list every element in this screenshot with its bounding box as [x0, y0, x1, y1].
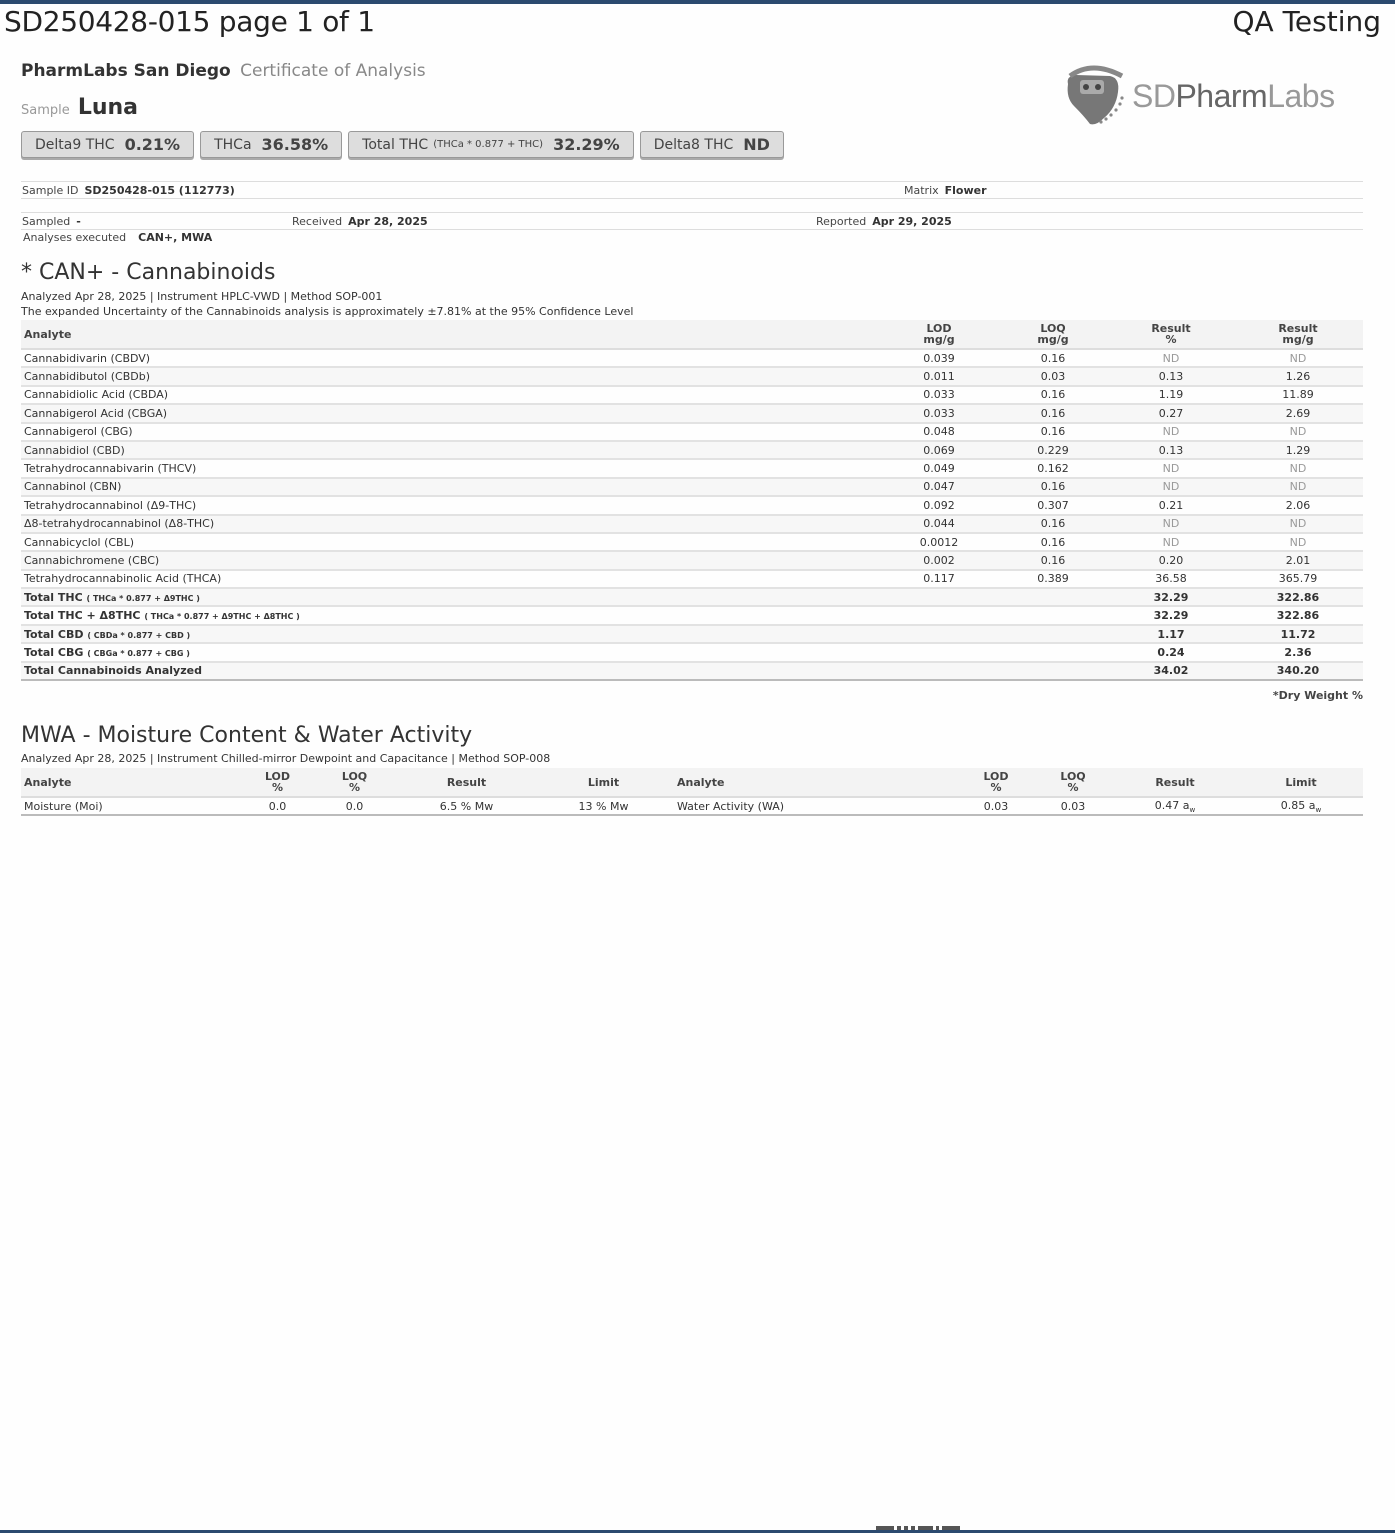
table-row	[21, 441, 1363, 459]
result-pct: ND	[1109, 533, 1233, 551]
mwa-table	[21, 768, 1363, 816]
table-header	[21, 320, 1363, 349]
analyte-name: Cannabinol (CBN)	[21, 478, 881, 496]
analyte-name: Cannabidiolic Acid (CBDA)	[21, 386, 881, 404]
analyte-name: Cannabicyclol (CBL)	[21, 533, 881, 551]
loq-value: 0.389	[997, 570, 1109, 588]
total-formula: ( CBDa * 0.877 + CBD )	[87, 630, 191, 640]
badge-formula: (THCa * 0.877 + THC)	[433, 139, 544, 150]
sample-heading	[21, 95, 138, 120]
empty-cell	[881, 606, 997, 624]
company-logo	[1060, 62, 1360, 130]
result-mg: 322.86	[1233, 588, 1363, 606]
badge-label: Total THC	[362, 136, 429, 153]
result-mg: ND	[1233, 478, 1363, 496]
document-type: Certificate of Analysis	[240, 61, 426, 81]
loq-value: 0.16	[997, 349, 1109, 367]
loq-value: 0.16	[997, 533, 1109, 551]
table-row: Moisture (Moi) 0.0 0.0 6.5 % Mw 13 % Mw Water Activity (WA) 0.03 0.03 0.47 $a_w$ 0.85 $a_w$	[21, 797, 1363, 815]
loq-value: 0.16	[997, 386, 1109, 404]
empty-cell	[997, 662, 1109, 680]
table-row	[21, 551, 1363, 569]
total-name: Total CBD	[24, 627, 84, 641]
empty-cell	[997, 625, 1109, 643]
result-pct: ND	[1109, 515, 1233, 533]
cannabinoids-uncertainty: The expanded Uncertainty of the Cannabinoids analysis is approximately ±7.81% at the 95% Confidence Level	[21, 305, 634, 318]
lod-value: 0.011	[881, 367, 997, 385]
sample-id: SD250428-015 (112773)	[84, 184, 235, 197]
cannabinoids-meta: Analyzed Apr 28, 2025 | Instrument HPLC-VWD | Method SOP-001	[21, 290, 383, 303]
result-mg: 11.72	[1233, 625, 1363, 643]
sample-label: Sample	[21, 103, 70, 118]
total-row	[21, 588, 1363, 606]
result-mg: ND	[1233, 459, 1363, 477]
empty-cell	[881, 588, 997, 606]
result-pct: 0.20	[1109, 551, 1233, 569]
result-pct: 0.27	[1109, 404, 1233, 422]
result-mg: 365.79	[1233, 570, 1363, 588]
logo-wordmark: SDPharmLabs	[1132, 77, 1335, 114]
loq-value: 0.16	[997, 515, 1109, 533]
result-mg: 1.26	[1233, 367, 1363, 385]
empty-cell	[881, 643, 997, 661]
water-activity-analyte: Water Activity (WA)	[667, 797, 957, 815]
info-row-dates: Sampled - Received Apr 28, 2025 Reported Apr 29, 2025	[21, 212, 1363, 230]
loq-value: 0.229	[997, 441, 1109, 459]
empty-cell	[881, 625, 997, 643]
matrix: Flower	[944, 184, 987, 197]
result-mg: ND	[1233, 533, 1363, 551]
total-formula: ( THCa * 0.877 + Δ9THC )	[86, 593, 200, 603]
result-mg: 322.86	[1233, 606, 1363, 624]
badge-thca	[200, 131, 342, 158]
lod-value: 0.049	[881, 459, 997, 477]
total-name: Total THC + Δ8THC	[24, 609, 141, 623]
water-activity-limit: 0.85 $a_w$	[1239, 797, 1363, 815]
result-pct: 0.21	[1109, 496, 1233, 514]
result-pct: 32.29	[1109, 588, 1233, 606]
analyte-name: Tetrahydrocannabinol (Δ9-THC)	[21, 496, 881, 514]
col-result-mg: Result mg/g	[1233, 320, 1363, 349]
lod-value: 0.039	[881, 349, 997, 367]
total-row	[21, 625, 1363, 643]
result-mg: 1.29	[1233, 441, 1363, 459]
lod-value: 0.002	[881, 551, 997, 569]
result-mg: 2.36	[1233, 643, 1363, 661]
table-row	[21, 459, 1363, 477]
analyte-name: Δ8-tetrahydrocannabinol (Δ8-THC)	[21, 515, 881, 533]
total-label	[21, 643, 881, 661]
total-name: Total Cannabinoids Analyzed	[24, 664, 202, 678]
reported-date: Apr 29, 2025	[872, 215, 952, 228]
dry-weight-footnote: *Dry Weight %	[1272, 689, 1363, 702]
badge-value: 32.29%	[553, 135, 620, 154]
sampled-date: -	[76, 215, 81, 228]
badge-value: ND	[743, 135, 770, 154]
lab-name: PharmLabs San Diego	[21, 61, 231, 81]
col-result-pct: Result %	[1109, 320, 1233, 349]
total-label	[21, 625, 881, 643]
result-mg: ND	[1233, 423, 1363, 441]
loq-value: 0.16	[997, 404, 1109, 422]
table-row	[21, 349, 1363, 367]
lab-heading	[21, 61, 426, 81]
result-pct: 34.02	[1109, 662, 1233, 680]
result-pct: 36.58	[1109, 570, 1233, 588]
result-pct: 32.29	[1109, 606, 1233, 624]
cannabinoids-table	[21, 320, 1363, 681]
badge-label: THCa	[214, 136, 252, 153]
lod-value: 0.033	[881, 386, 997, 404]
analyte-name: Tetrahydrocannabinolic Acid (THCA)	[21, 570, 881, 588]
empty-cell	[997, 588, 1109, 606]
table-row	[21, 386, 1363, 404]
water-activity-result: 0.47 $a_w$	[1111, 797, 1239, 815]
total-row	[21, 606, 1363, 624]
moisture-limit: 13 % Mw	[540, 797, 667, 815]
sample-name: Luna	[77, 95, 139, 120]
info-row-id: Sample ID SD250428-015 (112773) Matrix Flower	[21, 181, 1363, 199]
total-formula: ( THCa * 0.877 + Δ9THC + Δ8THC )	[144, 612, 300, 622]
total-label	[21, 662, 881, 680]
analyte-name: Cannabichromene (CBC)	[21, 551, 881, 569]
table-row	[21, 478, 1363, 496]
moisture-result: 6.5 % Mw	[393, 797, 540, 815]
analyte-name: Cannabidiol (CBD)	[21, 441, 881, 459]
col-lod: LOD mg/g	[881, 320, 997, 349]
empty-cell	[881, 662, 997, 680]
analyte-name: Cannabidibutol (CBDb)	[21, 367, 881, 385]
analyte-name: Cannabigerol (CBG)	[21, 423, 881, 441]
result-mg: 340.20	[1233, 662, 1363, 680]
top-border	[0, 0, 1395, 4]
lod-value: 0.069	[881, 441, 997, 459]
total-name: Total CBG	[24, 645, 84, 659]
total-label	[21, 606, 881, 624]
cannabinoids-title: * CAN+ - Cannabinoids	[21, 260, 276, 285]
result-mg: ND	[1233, 515, 1363, 533]
loq-value: 0.16	[997, 551, 1109, 569]
mwa-meta: Analyzed Apr 28, 2025 | Instrument Chilled-mirror Dewpoint and Capacitance | Method SOP-008	[21, 752, 551, 765]
result-pct: ND	[1109, 459, 1233, 477]
table-row	[21, 533, 1363, 551]
result-pct: ND	[1109, 423, 1233, 441]
total-name: Total THC	[24, 590, 83, 604]
table-row	[21, 515, 1363, 533]
loq-value: 0.03	[997, 367, 1109, 385]
table-row	[21, 367, 1363, 385]
total-row	[21, 643, 1363, 661]
analyte-name: Cannabidivarin (CBDV)	[21, 349, 881, 367]
mwa-title: MWA - Moisture Content & Water Activity	[21, 723, 473, 748]
col-analyte: Analyte	[21, 320, 881, 349]
result-pct: 0.13	[1109, 367, 1233, 385]
total-label	[21, 588, 881, 606]
badge-delta9-thc	[21, 131, 194, 158]
empty-cell	[997, 643, 1109, 661]
badge-delta8-thc	[640, 131, 784, 158]
document-tag: QA Testing	[1232, 5, 1381, 38]
loq-value: 0.16	[997, 423, 1109, 441]
logo-mark-icon	[1060, 62, 1130, 130]
table-header: Analyte LOD % LOQ % Result Limit Analyte LOD % LOQ % Result Limit	[21, 768, 1363, 797]
total-formula: ( CBGa * 0.877 + CBG )	[87, 648, 190, 658]
table-row	[21, 423, 1363, 441]
result-pct: 0.24	[1109, 643, 1233, 661]
analyses-executed: Analyses executed CAN+, MWA	[23, 231, 213, 244]
empty-cell	[997, 606, 1109, 624]
result-pct: 1.19	[1109, 386, 1233, 404]
loq-value: 0.162	[997, 459, 1109, 477]
document-title: SD250428-015 page 1 of 1	[4, 5, 375, 38]
result-pct: ND	[1109, 349, 1233, 367]
col-loq: LOQ mg/g	[997, 320, 1109, 349]
result-mg: 2.06	[1233, 496, 1363, 514]
lod-value: 0.033	[881, 404, 997, 422]
badge-total-thc	[348, 131, 634, 158]
loq-value: 0.16	[997, 478, 1109, 496]
badge-value: 36.58%	[261, 135, 329, 154]
badge-label: Delta8 THC	[653, 136, 734, 153]
lod-value: 0.092	[881, 496, 997, 514]
lod-value: 0.047	[881, 478, 997, 496]
table-row	[21, 404, 1363, 422]
moisture-analyte: Moisture (Moi)	[21, 797, 239, 815]
total-row	[21, 662, 1363, 680]
analyte-name: Tetrahydrocannabivarin (THCV)	[21, 459, 881, 477]
table-row	[21, 570, 1363, 588]
lod-value: 0.044	[881, 515, 997, 533]
analyte-name: Cannabigerol Acid (CBGA)	[21, 404, 881, 422]
badge-label: Delta9 THC	[35, 136, 115, 153]
result-pct: 1.17	[1109, 625, 1233, 643]
result-mg: 11.89	[1233, 386, 1363, 404]
table-row	[21, 496, 1363, 514]
summary-badges	[21, 131, 784, 158]
result-mg: 2.69	[1233, 404, 1363, 422]
badge-value: 0.21%	[124, 135, 181, 154]
lod-value: 0.0012	[881, 533, 997, 551]
result-mg: 2.01	[1233, 551, 1363, 569]
result-pct: ND	[1109, 478, 1233, 496]
result-mg: ND	[1233, 349, 1363, 367]
lod-value: 0.117	[881, 570, 997, 588]
received-date: Apr 28, 2025	[348, 215, 428, 228]
loq-value: 0.307	[997, 496, 1109, 514]
lod-value: 0.048	[881, 423, 997, 441]
result-pct: 0.13	[1109, 441, 1233, 459]
